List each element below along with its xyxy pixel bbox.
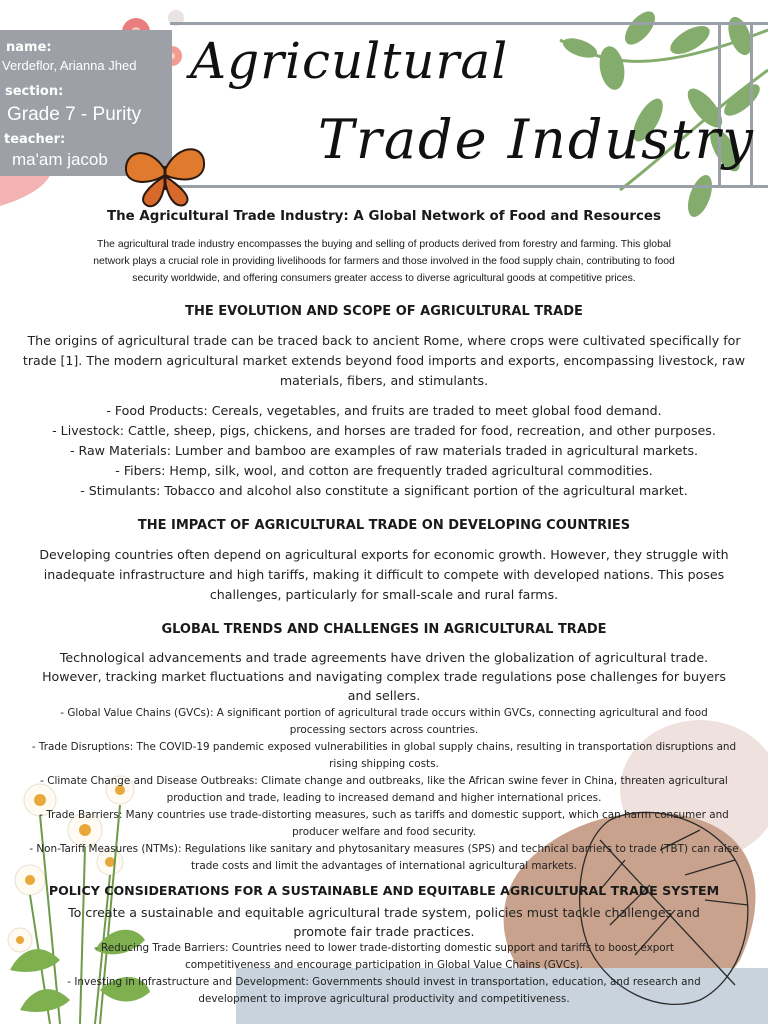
text-line: The origins of agricultural trade can be traced back to ancient Rome, where crops were cultivated specifically for (27, 333, 741, 348)
list-item: - Stimulants: Tobacco and alcohol also constitute a significant portion of the agricultural market. (80, 483, 688, 498)
text-line: and sellers. (347, 688, 421, 703)
list-item: production and trade, leading to increased demand and higher international prices. (166, 792, 602, 804)
intro-paragraph (0, 236, 768, 287)
policy-list (0, 940, 768, 1008)
text-line: challenges, particularly for small-scale and rural farms. (209, 587, 559, 602)
impact-paragraph (0, 545, 768, 605)
section-label: section: (5, 84, 64, 99)
text-line: The agricultural trade industry encompasses the buying and selling of products derived from forestry and farming. This global (97, 239, 671, 250)
trends-list (0, 705, 768, 875)
list-item: - Fibers: Hemp, silk, wool, and cotton are frequently traded agricultural commodities. (115, 463, 653, 478)
impact-heading: THE IMPACT OF AGRICULTURAL TRADE ON DEVELOPING COUNTRIES (137, 518, 631, 533)
text-line: inadequate infrastructure and high tariffs, making it difficult to compete with developed nations. This poses (43, 567, 725, 582)
intro-heading: The Agricultural Trade Industry: A Global Network of Food and Resources (107, 209, 661, 224)
text-line: network plays a crucial role in providing livelihoods for farmers and those involved in the food supply chain, contributing to food (93, 256, 675, 267)
list-item: - Investing in Infrastructure and Development: Governments should invest in transportation, education, and research and (67, 976, 701, 988)
text-line: trade [1]. The modern agricultural market extends beyond food imports and exports, encompassing livestock, raw (22, 353, 746, 368)
teacher-value: ma'am jacob (12, 150, 108, 169)
text-line: security worldwide, and offering consumers greater access to diverse agricultural goods at competitive prices. (132, 273, 636, 284)
trends-paragraph (0, 648, 768, 705)
text-line: promote fair trade practices. (293, 924, 475, 939)
list-item: producer welfare and food security. (292, 826, 476, 838)
butterfly-icon (120, 140, 210, 210)
list-item: competitiveness and encourage participation in Global Value Chains (GVCs). (185, 959, 583, 971)
evolution-heading: THE EVOLUTION AND SCOPE OF AGRICULTURAL TRADE (185, 304, 583, 319)
list-item: trade costs and limit the advantages of international agricultural markets. (190, 860, 577, 872)
policy-heading: POLICY CONSIDERATIONS FOR A SUSTAINABLE AND EQUITABLE AGRICULTURAL TRADE SYSTEM (48, 883, 720, 898)
text-line: materials, fibers, and stimulants. (279, 373, 489, 388)
page-title-line2: Trade Industry (318, 108, 755, 171)
list-item: rising shipping costs. (329, 758, 439, 770)
list-item: - Trade Disruptions: The COVID-19 pandemic exposed vulnerabilities in global supply chains, resulting in transportation disruptions and (31, 741, 737, 753)
name-label: name: (6, 40, 52, 55)
trends-heading: GLOBAL TRENDS AND CHALLENGES IN AGRICULTURAL TRADE (161, 622, 607, 637)
name-value: Verdeflor, Arianna Jhed (2, 58, 137, 73)
list-item: - Reducing Trade Barriers: Countries need to lower trade-distorting domestic support and tariffs to boost export (93, 942, 675, 954)
evolution-list (0, 401, 768, 501)
evolution-paragraph (0, 331, 768, 391)
policy-paragraph (0, 903, 768, 941)
list-item: - Climate Change and Disease Outbreaks: Climate change and outbreaks, like the African swine fever in China, threaten agricultural (40, 775, 728, 787)
text-line: To create a sustainable and equitable agricultural trade system, policies must tackle challenges and (68, 905, 700, 920)
list-item: - Livestock: Cattle, sheep, pigs, chickens, and horses are traded for food, recreation, and other purposes. (52, 423, 716, 438)
list-item: development to improve agricultural productivity and competitiveness. (198, 993, 570, 1005)
teacher-label: teacher: (4, 132, 66, 147)
list-item: - Trade Barriers: Many countries use trade-distorting measures, such as tariffs and domestic support, which can harm consumer and (39, 809, 729, 821)
page-title-line1: Agricultural (190, 32, 509, 90)
text-line: Developing countries often depend on agricultural exports for economic growth. However, they struggle with (39, 547, 729, 562)
list-item: - Global Value Chains (GVCs): A significant portion of agricultural trade occurs within GVCs, connecting agricultural and food (60, 707, 708, 719)
section-value: Grade 7 - Purity (7, 104, 142, 125)
list-item: processing sectors across countries. (289, 724, 479, 736)
list-item: - Food Products: Cereals, vegetables, and fruits are traded to meet global food demand. (106, 403, 662, 418)
list-item: - Non-Tariff Measures (NTMs): Regulations like sanitary and phytosanitary measures (SPS) and technical barriers to trade (TBT) can raise (29, 843, 739, 855)
text-line: However, tracking market fluctuations and navigating complex trade regulations pose challenges for buyers (42, 669, 726, 684)
list-item: - Raw Materials: Lumber and bamboo are examples of raw materials traded in agricultural markets. (69, 443, 699, 458)
text-line: Technological advancements and trade agreements have driven the globalization of agricultural trade. (59, 650, 709, 665)
